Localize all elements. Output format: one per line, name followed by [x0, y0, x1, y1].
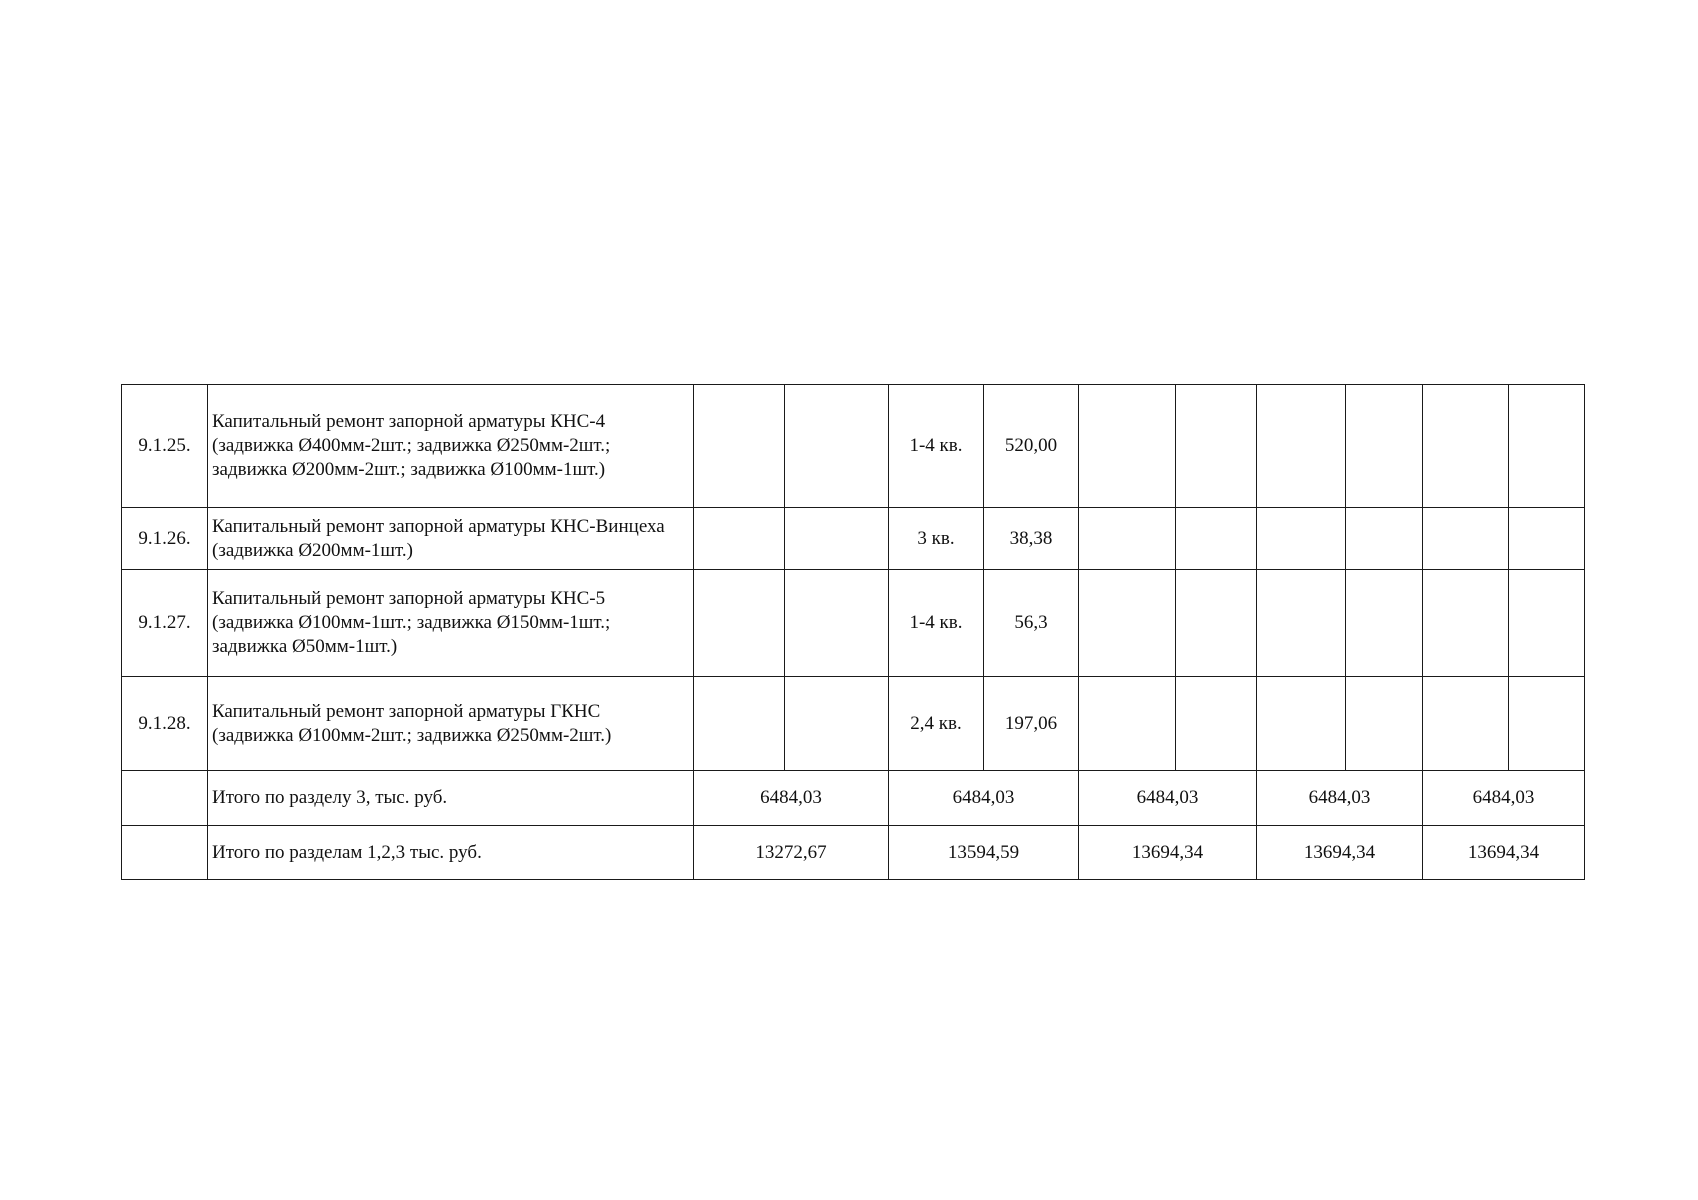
empty-cell	[1079, 385, 1176, 508]
description-line: Капитальный ремонт запорной арматуры КНС-4	[212, 411, 606, 432]
empty-cell	[1176, 570, 1257, 677]
empty-cell	[1423, 677, 1509, 771]
total-value: 6484,03	[694, 771, 889, 826]
empty-cell	[1176, 508, 1257, 570]
total-value: 6484,03	[1257, 771, 1423, 826]
item-amount: 56,3	[984, 570, 1079, 677]
empty-cell	[122, 826, 208, 880]
item-amount: 197,06	[984, 677, 1079, 771]
empty-cell	[1423, 385, 1509, 508]
item-amount: 520,00	[984, 385, 1079, 508]
item-period: 2,4 кв.	[889, 677, 984, 771]
empty-cell	[122, 771, 208, 826]
total-row	[122, 771, 1585, 826]
empty-cell	[694, 570, 785, 677]
empty-cell	[694, 677, 785, 771]
empty-cell	[694, 385, 785, 508]
item-description	[208, 385, 694, 508]
empty-cell	[1176, 677, 1257, 771]
empty-cell	[1346, 677, 1423, 771]
empty-cell	[785, 508, 889, 570]
total-value: 13594,59	[889, 826, 1079, 880]
description-line: (задвижка Ø100мм-2шт.; задвижка Ø250мм-2шт.)	[212, 724, 612, 746]
total-value: 13694,34	[1079, 826, 1257, 880]
empty-cell	[1346, 385, 1423, 508]
total-value: 6484,03	[889, 771, 1079, 826]
empty-cell	[1423, 508, 1509, 570]
empty-cell	[1079, 570, 1176, 677]
item-number: 9.1.26.	[122, 508, 208, 570]
description-line: (задвижка Ø100мм-1шт.; задвижка Ø150мм-1шт.;	[212, 612, 611, 633]
description-line: (задвижка Ø200мм-1шт.)	[212, 539, 414, 561]
empty-cell	[1346, 570, 1423, 677]
empty-cell	[1176, 385, 1257, 508]
total-value: 13694,34	[1257, 826, 1423, 880]
description-line: Капитальный ремонт запорной арматуры КНС-5	[212, 588, 606, 609]
item-amount: 38,38	[984, 508, 1079, 570]
empty-cell	[1423, 570, 1509, 677]
empty-cell	[785, 570, 889, 677]
empty-cell	[1257, 385, 1346, 508]
total-value: 6484,03	[1079, 771, 1257, 826]
table-row	[122, 385, 1585, 508]
empty-cell	[1346, 508, 1423, 570]
empty-cell	[1509, 570, 1585, 677]
empty-cell	[1509, 385, 1585, 508]
total-value: 13694,34	[1423, 826, 1585, 880]
description-line: задвижка Ø200мм-2шт.; задвижка Ø100мм-1шт.)	[212, 459, 606, 480]
total-value: 13272,67	[694, 826, 889, 880]
empty-cell	[1257, 677, 1346, 771]
empty-cell	[1079, 508, 1176, 570]
table-row	[122, 570, 1585, 677]
total-row	[122, 826, 1585, 880]
description-line: задвижка Ø50мм-1шт.)	[212, 636, 398, 657]
description-line: (задвижка Ø400мм-2шт.; задвижка Ø250мм-2шт.;	[212, 435, 611, 456]
item-number: 9.1.25.	[122, 385, 208, 508]
works-table	[121, 384, 1585, 880]
total-label: Итого по разделам 1,2,3 тыс. руб.	[208, 826, 694, 880]
item-description	[208, 677, 694, 771]
item-number: 9.1.27.	[122, 570, 208, 677]
description-line: Капитальный ремонт запорной арматуры КНС-Винцеха	[212, 515, 665, 537]
empty-cell	[785, 385, 889, 508]
empty-cell	[694, 508, 785, 570]
item-period: 1-4 кв.	[889, 385, 984, 508]
total-label: Итого по разделу 3, тыс. руб.	[208, 771, 694, 826]
table-row	[122, 677, 1585, 771]
total-value: 6484,03	[1423, 771, 1585, 826]
item-description	[208, 508, 694, 570]
item-description	[208, 570, 694, 677]
empty-cell	[1257, 508, 1346, 570]
empty-cell	[1509, 508, 1585, 570]
item-period: 1-4 кв.	[889, 570, 984, 677]
item-period: 3 кв.	[889, 508, 984, 570]
item-number: 9.1.28.	[122, 677, 208, 771]
empty-cell	[1079, 677, 1176, 771]
empty-cell	[1257, 570, 1346, 677]
empty-cell	[785, 677, 889, 771]
table-row	[122, 508, 1585, 570]
description-line: Капитальный ремонт запорной арматуры ГКНС	[212, 700, 601, 722]
empty-cell	[1509, 677, 1585, 771]
